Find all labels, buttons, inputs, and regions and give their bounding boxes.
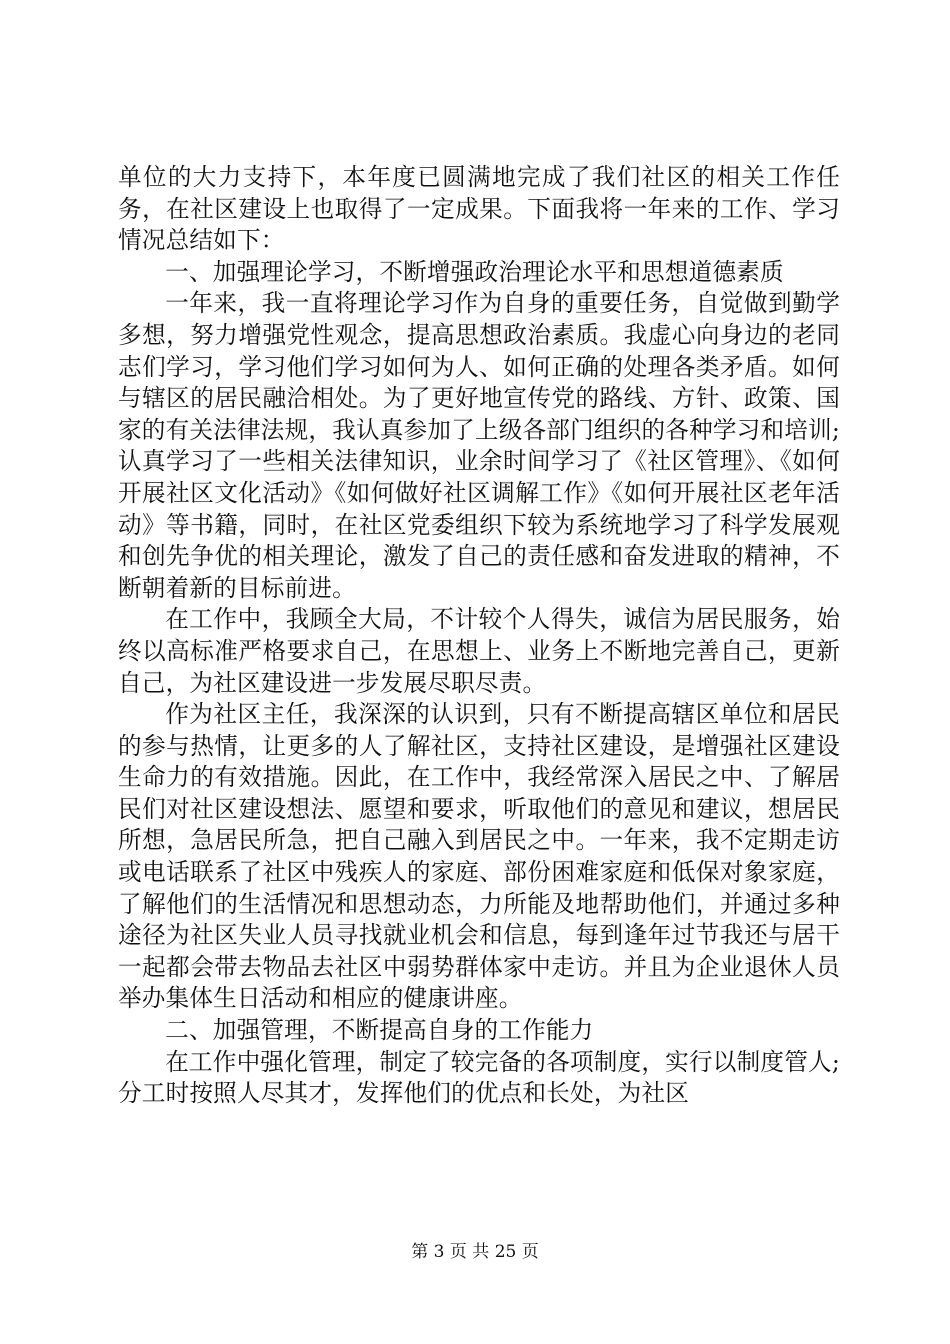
page-number-footer: 第 3 页 共 25 页 bbox=[411, 1242, 539, 1262]
section-heading-management: 二、加强管理，不断提高自身的工作能力 bbox=[165, 1016, 594, 1045]
paragraph-theory-study: 一年来，我一直将理论学习作为自身的重要任务，自觉做到勤学多想，努力增强党性观念，提高思想政治素质。我虚心向身边的老同志们学习，学习他们学习如何为人、如何正确的处理各类矛盾。如何与辖区的居民融洽相处。为了更好地宣传党的路线、方针、政策、国家的有关法律法规，我认真参加了上级各部门组织的各种学习和培训;认真学习了一些相关法律知识，业余时间学习了《社区管理》、《如何开展社区文化活动》《如何做好社区调解工作》《如何开展社区老年活动》等书籍，同时，在社区党委组织下较为系统地学习了科学发展观和创先争优的相关理论，激发了自己的责任感和奋发进取的精神，不断朝着新的目标前进。 bbox=[118, 289, 840, 602]
paragraph-management: 在工作中强化管理，制定了较完备的各项制度，实行以制度管人;分工时按照人尽其才，发挥他们的优点和长处，为社区 bbox=[118, 1047, 840, 1108]
section-heading-theory-study: 一、加强理论学习，不断增强政治理论水平和思想道德素质 bbox=[165, 257, 784, 286]
document-body bbox=[118, 162, 840, 1110]
paragraph-community-director: 作为社区主任，我深深的认识到，只有不断提高辖区单位和居民的参与热情，让更多的人了解社区，支持社区建设，是增强社区建设生命力的有效措施。因此，在工作中，我经常深入居民之中、了解居民们对社区建设想法、愿望和要求，听取他们的意见和建议，想居民所想，急居民所急，把自己融入到居民之中。一年来，我不定期走访或电话联系了社区中残疾人的家庭、部份困难家庭和低保对象家庭，了解他们的生活情况和思想动态，力所能及地帮助他们，并通过多种途径为社区失业人员寻找就业机会和信息，每到逢年过节我还与居干一起都会带去物品去社区中弱势群体家中走访。并且为企业退休人员举办集体生日活动和相应的健康讲座。 bbox=[118, 700, 840, 1013]
paragraph-work-attitude: 在工作中，我顾全大局，不计较个人得失，诚信为居民服务，始终以高标准严格要求自己，在思想上、业务上不断地完善自己，更新自己，为社区建设进一步发展尽职尽责。 bbox=[118, 605, 840, 697]
paragraph-continuation: 单位的大力支持下，本年度已圆满地完成了我们社区的相关工作任务，在社区建设上也取得了一定成果。下面我将一年来的工作、学习情况总结如下： bbox=[118, 163, 840, 255]
